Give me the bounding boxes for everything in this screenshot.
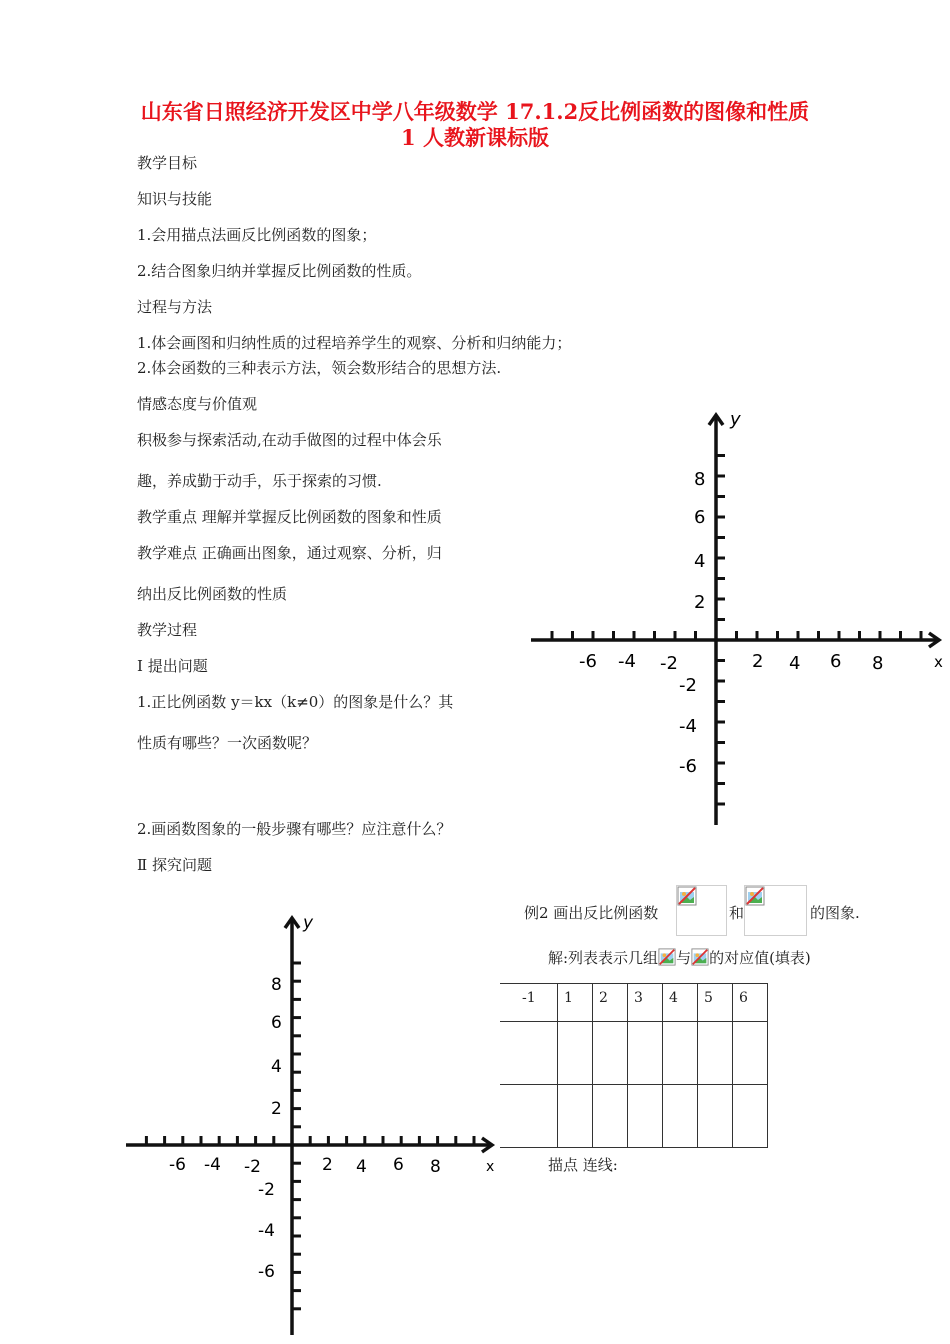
section-raise-questions: Ⅰ 提出问题 <box>137 657 208 675</box>
example-2-and: 和 <box>729 904 745 922</box>
x-tick-label: 4 <box>356 1157 367 1177</box>
x-tick-label: -4 <box>618 651 636 672</box>
y-tick-label: 6 <box>694 507 706 528</box>
teaching-difficulty: 教学难点 正确画出图象，通过观察、分析，归 <box>137 544 442 562</box>
x-tick-label: -6 <box>169 1155 186 1175</box>
process-item-2: 2.体会函数的三种表示方法，领会数形结合的思想方法. <box>137 359 502 377</box>
table-cell[interactable] <box>663 1085 698 1148</box>
attitude-text-1: 积极参与探索活动,在动手做图的过程中体会乐 <box>137 431 442 449</box>
table-cell: 6 <box>733 984 768 1022</box>
y-tick-label: -6 <box>258 1262 275 1282</box>
x-axis-label: x <box>934 653 943 671</box>
y-tick-label: 2 <box>271 1099 282 1119</box>
teaching-difficulty-cont: 纳出反比例函数的性质 <box>137 585 288 603</box>
x-tick-label: 2 <box>322 1155 333 1175</box>
table-cell[interactable] <box>558 1085 593 1148</box>
table-row <box>500 984 768 1022</box>
value-table <box>500 983 768 1148</box>
table-cell[interactable] <box>733 1022 768 1085</box>
table-cell: 3 <box>628 984 663 1022</box>
broken-image-icon <box>691 948 709 966</box>
table-cell[interactable] <box>698 1022 733 1085</box>
question-1: 1.正比例函数 y＝kx（k≠0）的图象是什么？其 <box>137 693 454 711</box>
coordinate-axes-upper <box>525 405 950 830</box>
x-tick-label: 8 <box>872 653 884 674</box>
x-tick-label: 4 <box>789 653 801 674</box>
table-cell: 1 <box>558 984 593 1022</box>
process-item-1: 1.体会画图和归纳性质的过程培养学生的观察、分析和归纳能力； <box>137 334 572 352</box>
y-axis-label: y <box>730 409 741 430</box>
table-cell[interactable] <box>500 1022 558 1085</box>
y-tick-label: -4 <box>258 1221 275 1241</box>
table-cell[interactable] <box>593 1022 628 1085</box>
teaching-key-point: 教学重点 理解并掌握反比例函数的图象和性质 <box>137 508 442 526</box>
x-tick-label: -2 <box>660 653 678 674</box>
objective-item-1: 1.会用描点法画反比例函数的图象； <box>137 226 377 244</box>
document-title-line1: 山东省日照经济开发区中学八年级数学 17.1.2反比例函数的图像和性质 <box>140 99 810 124</box>
table-cell[interactable] <box>593 1085 628 1148</box>
solution-prefix: 解:列表表示几组 <box>548 949 659 967</box>
table-cell: 4 <box>663 984 698 1022</box>
y-tick-label: 6 <box>271 1013 282 1033</box>
formula-image-placeholder <box>676 885 727 936</box>
x-tick-label: -2 <box>244 1157 261 1177</box>
y-tick-label: 2 <box>694 592 706 613</box>
attitude-text-2: 趣，养成勤于动手，乐于探索的习惯. <box>137 472 382 490</box>
question-1-cont: 性质有哪些？一次函数呢？ <box>137 734 318 752</box>
heading-teaching-objectives: 教学目标 <box>137 154 198 172</box>
y-tick-label: 4 <box>694 551 706 572</box>
heading-process-method: 过程与方法 <box>137 298 213 316</box>
x-tick-label: 2 <box>752 651 764 672</box>
y-tick-label: -2 <box>679 675 697 696</box>
y-tick-label: -6 <box>679 756 697 777</box>
table-row <box>500 1022 768 1085</box>
example-2-prefix: 例2 画出反比例函数 <box>524 904 659 922</box>
y-tick-label: -4 <box>679 716 697 737</box>
section-explore-questions: Ⅱ 探究问题 <box>137 856 212 874</box>
table-cell[interactable] <box>500 1085 558 1148</box>
table-cell[interactable] <box>558 1022 593 1085</box>
table-cell[interactable] <box>663 1022 698 1085</box>
heading-teaching-process: 教学过程 <box>137 621 198 639</box>
question-2: 2.画函数图象的一般步骤有哪些？应注意什么？ <box>137 820 452 838</box>
table-cell[interactable] <box>628 1085 663 1148</box>
x-axis-label: x <box>486 1159 495 1175</box>
objective-item-2: 2.结合图象归纳并掌握反比例函数的性质。 <box>137 262 422 280</box>
table-cell[interactable] <box>733 1085 768 1148</box>
y-tick-label: 8 <box>694 469 706 490</box>
table-cell[interactable] <box>698 1085 733 1148</box>
solution-line <box>548 947 811 968</box>
x-tick-label: -6 <box>579 651 597 672</box>
heading-attitude-values: 情感态度与价值观 <box>137 395 258 413</box>
table-row <box>500 1085 768 1148</box>
broken-image-icon <box>677 886 697 906</box>
heading-knowledge-skills: 知识与技能 <box>137 190 213 208</box>
x-tick-label: 8 <box>430 1157 441 1177</box>
example-2-suffix: 的图象. <box>810 904 860 922</box>
table-cell[interactable] <box>628 1022 663 1085</box>
table-cell: 2 <box>593 984 628 1022</box>
y-tick-label: 8 <box>271 975 282 995</box>
coordinate-axes-lower <box>122 910 502 1340</box>
x-tick-label: 6 <box>830 651 842 672</box>
solution-mid: 与 <box>676 949 692 967</box>
table-cell: 5 <box>698 984 733 1022</box>
broken-image-icon <box>658 948 676 966</box>
formula-image-placeholder <box>744 885 807 936</box>
plot-instruction: 描点 连线: <box>548 1156 618 1174</box>
x-tick-label: -4 <box>204 1155 221 1175</box>
table-cell: -1 <box>500 984 558 1022</box>
y-axis-label: y <box>303 913 314 933</box>
solution-suffix: 的对应值(填表) <box>709 949 811 967</box>
y-tick-label: 4 <box>271 1057 282 1077</box>
document-title-line2: 1 人教新课标版 <box>401 125 549 150</box>
y-tick-label: -2 <box>258 1180 275 1200</box>
broken-image-icon <box>745 886 765 906</box>
x-tick-label: 6 <box>393 1155 404 1175</box>
